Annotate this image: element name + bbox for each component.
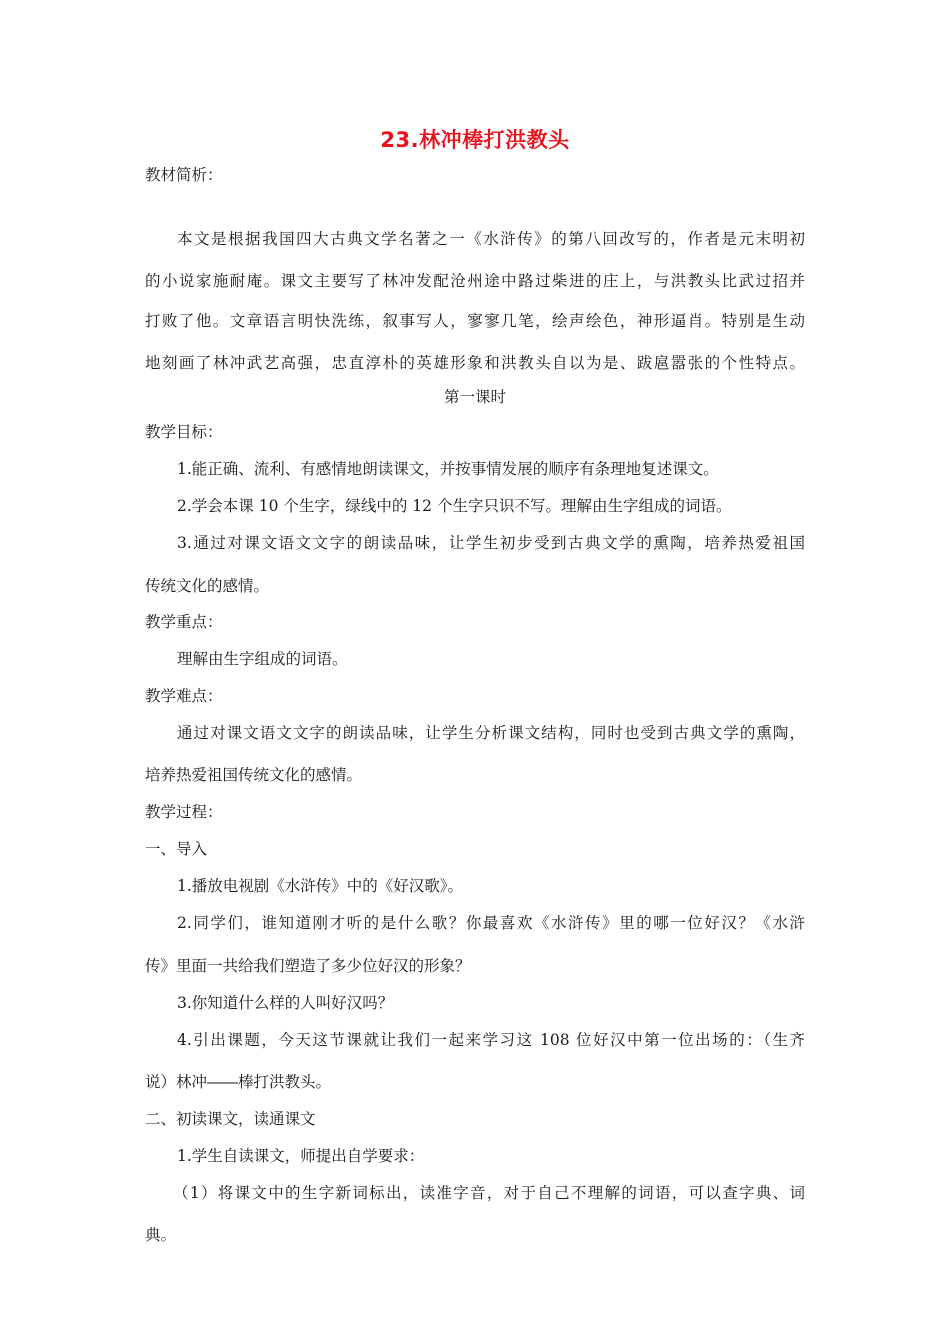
part-heading-1: 一、导入 bbox=[145, 840, 208, 858]
section-heading-process: 教学过程： bbox=[145, 803, 223, 821]
step-item: 3.你知道什么样的人叫好汉吗？ bbox=[177, 994, 394, 1012]
difficult-point: 通过对课文语文文字的朗读品味，让学生分析课文结构，同时也受到古典文学的熏陶， bbox=[177, 724, 805, 742]
step-item: 2.同学们，谁知道刚才听的是什么歌？你最喜欢《水浒传》里的哪一位好汉？《水浒 bbox=[177, 914, 805, 932]
part-heading-2: 二、初读课文，读通课文 bbox=[145, 1110, 316, 1128]
section-heading-analysis: 教材简析： bbox=[145, 166, 223, 184]
analysis-line: 本文是根据我国四大古典文学名著之一《水浒传》的第八回改写的，作者是元末明初 bbox=[177, 230, 805, 248]
section-heading-key: 教学重点： bbox=[145, 613, 223, 631]
document-title: 23.林冲棒打洪教头 bbox=[380, 128, 570, 152]
goal-item: 2.学会本课 10 个生字，绿线中的 12 个生字只识不写。理解由生字组成的词语。 bbox=[177, 497, 732, 515]
section-heading-goals: 教学目标： bbox=[145, 423, 223, 441]
goal-item: 3.通过对课文语文文字的朗读品味，让学生初步受到古典文学的熏陶，培养热爱祖国 bbox=[177, 534, 805, 552]
sub-step-item: （1）将课文中的生字新词标出，读准字音，对于自己不理解的词语，可以查字典、词 bbox=[173, 1184, 805, 1202]
lesson-label: 第一课时 bbox=[443, 388, 506, 406]
analysis-line: 打败了他。文章语言明快洗练，叙事写人，寥寥几笔，绘声绘色，神形逼肖。特别是生动 bbox=[145, 312, 805, 330]
goal-item-cont: 传统文化的感情。 bbox=[145, 577, 270, 595]
step-item-cont: 传》里面一共给我们塑造了多少位好汉的形象？ bbox=[145, 957, 471, 975]
step-item: 1.学生自读课文，师提出自学要求： bbox=[177, 1147, 425, 1165]
step-item-cont: 说）林冲――棒打洪教头。 bbox=[145, 1073, 332, 1091]
step-item: 1.播放电视剧《水浒传》中的《好汉歌》。 bbox=[177, 877, 464, 895]
sub-step-item-cont: 典。 bbox=[145, 1226, 177, 1244]
section-heading-difficult: 教学难点： bbox=[145, 687, 223, 705]
analysis-line: 的小说家施耐庵。课文主要写了林冲发配沧州途中路过柴进的庄上，与洪教头比武过招并 bbox=[145, 272, 805, 290]
step-item: 4.引出课题，今天这节课就让我们一起来学习这 108 位好汉中第一位出场的：（生齐 bbox=[177, 1031, 805, 1049]
goal-item: 1.能正确、流利、有感情地朗读课文，并按事情发展的顺序有条理地复述课文。 bbox=[177, 460, 719, 478]
key-point: 理解由生字组成的词语。 bbox=[177, 650, 348, 668]
analysis-line: 地刻画了林冲武艺高强，忠直淳朴的英雄形象和洪教头自以为是、跋扈嚣张的个性特点。 bbox=[145, 354, 805, 372]
difficult-point-cont: 培养热爱祖国传统文化的感情。 bbox=[145, 766, 363, 784]
